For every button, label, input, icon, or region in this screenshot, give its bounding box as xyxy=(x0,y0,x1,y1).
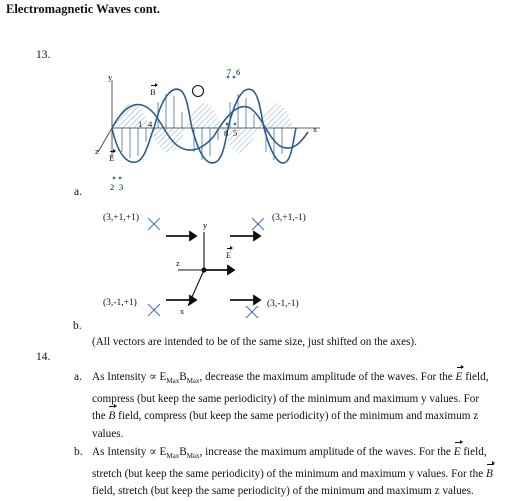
question-13b-label: b. xyxy=(73,320,82,332)
wave-b-field-label: B xyxy=(150,87,156,97)
em-wave-figure xyxy=(88,66,328,194)
z-axis xyxy=(98,128,112,152)
diagram-axes xyxy=(178,232,204,306)
wave-axis-z-label: z xyxy=(95,146,99,156)
coord-bottom-right: (3,-1,-1) xyxy=(267,299,299,309)
diagram-x-label: x xyxy=(180,306,185,316)
point-label-6: 6 xyxy=(236,67,241,77)
diagram-y-label: y xyxy=(203,220,208,230)
point-label-8: 8 xyxy=(224,128,229,138)
question-14b-label: b. xyxy=(74,446,83,458)
page-title: Electromagnetic Waves cont. xyxy=(6,2,161,16)
vector-note: (All vectors are intended to be of the same size, just shifted on the axes). xyxy=(92,336,417,348)
coord-top-left: (3,+1,+1) xyxy=(103,213,140,223)
question-14a-text: As Intensity ∝ $E_{Max}B_{Max}$, decrease the maximum amplitude of the waves. For the E field, compress (but keep the same periodicity) of the minimum and maximum y values. For the B field, compress (but keep the same periodicity) of the minimum and maximum z values. xyxy=(92,371,489,440)
point-label-5: 5 xyxy=(233,128,238,138)
point-label-3: 3 xyxy=(119,182,124,192)
question-13-number: 13. xyxy=(36,49,51,61)
origin-point xyxy=(201,267,206,272)
highlight-circle xyxy=(193,86,204,97)
diagram-z-label: z xyxy=(176,258,180,268)
wave-axis-x-label: x xyxy=(313,124,318,134)
point-label-4: 4 xyxy=(148,119,153,129)
question-14a-label: a. xyxy=(74,371,82,383)
question-14-number: 14. xyxy=(36,351,51,363)
question-13a-label: a. xyxy=(74,186,82,198)
vector-diagram xyxy=(140,210,280,325)
point-label-2: 2 xyxy=(110,182,115,192)
x-markers xyxy=(148,218,264,318)
wave-axis-y-label: y xyxy=(108,72,113,82)
coord-top-right: (3,+1,-1) xyxy=(272,213,306,223)
diagram-e-label: E xyxy=(226,250,232,260)
e-vectors xyxy=(166,232,260,304)
coord-bottom-left: (3,-1,+1) xyxy=(103,298,137,308)
wave-e-field-label: E xyxy=(109,153,115,163)
point-label-7: 7 xyxy=(227,67,232,77)
point-label-1: 1 xyxy=(138,119,143,129)
question-14b-text: As Intensity ∝ $E_{Max}B_{Max}$, increase the maximum amplitude of the waves. For the E field, stretch (but keep the same periodicity) of the minimum and maximum y values. For the B field, stretch (but keep the same periodicity) of the minimum and maximum z values. xyxy=(92,446,493,498)
